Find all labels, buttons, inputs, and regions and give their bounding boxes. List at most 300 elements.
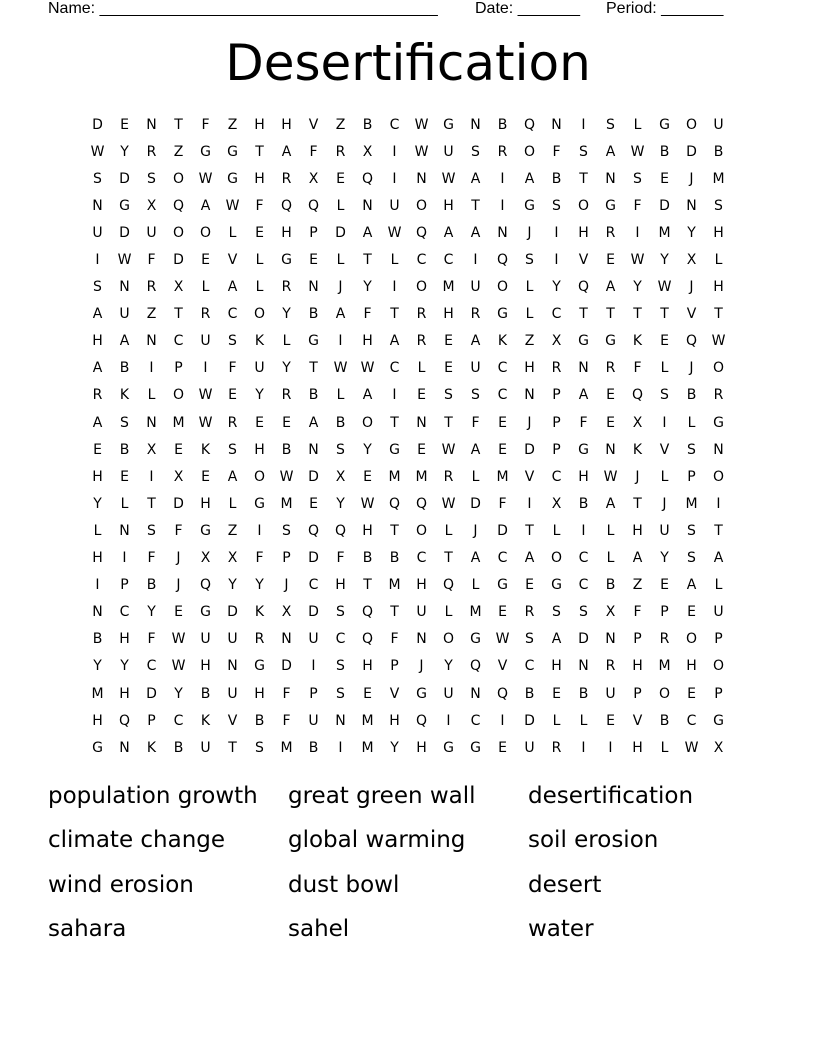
grid-letter[interactable]: P [633, 631, 642, 648]
grid-letter[interactable]: T [174, 306, 183, 323]
grid-letter[interactable]: O [577, 197, 590, 214]
grid-letter[interactable]: U [713, 604, 724, 621]
grid-letter[interactable]: N [308, 279, 319, 296]
grid-letter[interactable]: S [93, 279, 102, 296]
grid-letter[interactable]: Y [93, 658, 102, 675]
grid-letter[interactable]: A [308, 414, 319, 431]
name-field-label[interactable]: Name: ______________________________________ [48, 0, 438, 17]
grid-letter[interactable]: I [392, 170, 397, 187]
grid-letter[interactable]: I [446, 712, 451, 729]
grid-letter[interactable]: E [552, 685, 561, 702]
grid-letter[interactable]: I [149, 468, 154, 485]
grid-letter[interactable]: B [362, 550, 373, 567]
grid-letter[interactable]: A [362, 224, 373, 241]
grid-letter[interactable]: K [254, 604, 265, 621]
grid-letter[interactable]: Y [363, 441, 372, 458]
grid-letter[interactable]: S [444, 387, 453, 404]
grid-letter[interactable]: W [198, 414, 213, 431]
grid-letter[interactable]: S [687, 522, 696, 539]
grid-letter[interactable]: B [551, 170, 562, 187]
grid-letter[interactable]: L [444, 522, 453, 539]
grid-letter[interactable]: I [500, 197, 505, 214]
grid-letter[interactable]: D [578, 631, 589, 648]
grid-letter[interactable]: W [441, 441, 456, 458]
grid-letter[interactable]: B [605, 577, 616, 594]
grid-letter[interactable]: D [524, 441, 535, 458]
grid-letter[interactable]: T [390, 604, 399, 621]
grid-letter[interactable]: R [524, 604, 535, 621]
grid-letter[interactable]: S [687, 441, 696, 458]
grid-letter[interactable]: O [658, 685, 671, 702]
grid-letter[interactable]: U [200, 739, 211, 756]
grid-letter[interactable]: M [658, 658, 671, 675]
grid-letter[interactable]: Q [496, 685, 509, 702]
grid-letter[interactable]: L [660, 468, 669, 485]
grid-letter[interactable]: X [146, 197, 157, 214]
grid-letter[interactable]: H [92, 333, 103, 350]
grid-letter[interactable]: G [389, 441, 400, 458]
grid-letter[interactable]: R [146, 279, 157, 296]
grid-letter[interactable]: U [443, 685, 454, 702]
grid-letter[interactable]: X [335, 468, 346, 485]
grid-letter[interactable]: L [120, 495, 129, 512]
grid-letter[interactable]: T [228, 739, 237, 756]
grid-letter[interactable]: S [336, 685, 345, 702]
grid-letter[interactable]: O [712, 360, 725, 377]
grid-letter[interactable]: I [581, 522, 586, 539]
grid-letter[interactable]: D [227, 604, 238, 621]
grid-letter[interactable]: N [416, 631, 427, 648]
grid-letter[interactable]: G [605, 333, 616, 350]
grid-letter[interactable]: L [552, 712, 561, 729]
grid-letter[interactable]: A [119, 333, 130, 350]
grid-letter[interactable]: L [633, 116, 642, 133]
grid-letter[interactable]: W [117, 252, 132, 269]
grid-letter[interactable]: L [579, 712, 588, 729]
grid-letter[interactable]: S [282, 522, 291, 539]
grid-letter[interactable]: T [714, 306, 723, 323]
grid-letter[interactable]: F [498, 495, 507, 512]
grid-letter[interactable]: V [659, 441, 670, 458]
grid-letter[interactable]: B [578, 685, 589, 702]
grid-letter[interactable]: Q [415, 495, 428, 512]
grid-letter[interactable]: L [525, 306, 534, 323]
grid-letter[interactable]: L [471, 468, 480, 485]
grid-letter[interactable]: L [282, 333, 291, 350]
grid-letter[interactable]: C [389, 360, 400, 377]
grid-letter[interactable]: T [606, 306, 615, 323]
grid-letter[interactable]: D [659, 197, 670, 214]
grid-letter[interactable]: S [147, 170, 156, 187]
grid-letter[interactable]: E [606, 387, 615, 404]
grid-letter[interactable]: B [173, 739, 184, 756]
grid-letter[interactable]: F [633, 197, 642, 214]
grid-letter[interactable]: N [470, 685, 481, 702]
grid-letter[interactable]: L [687, 414, 696, 431]
grid-letter[interactable]: D [92, 116, 103, 133]
grid-letter[interactable]: I [392, 143, 397, 160]
grid-letter[interactable]: V [632, 712, 643, 729]
grid-letter[interactable]: C [470, 712, 481, 729]
grid-letter[interactable]: Z [632, 577, 643, 594]
grid-letter[interactable]: S [336, 441, 345, 458]
grid-letter[interactable]: U [119, 306, 130, 323]
grid-letter[interactable]: S [147, 522, 156, 539]
grid-letter[interactable]: J [689, 279, 694, 296]
grid-letter[interactable]: F [255, 197, 264, 214]
grid-letter[interactable]: N [416, 414, 427, 431]
grid-letter[interactable]: M [280, 739, 293, 756]
grid-letter[interactable]: G [281, 252, 292, 269]
grid-letter[interactable]: T [444, 414, 453, 431]
grid-letter[interactable]: Q [361, 170, 374, 187]
grid-letter[interactable]: N [605, 441, 616, 458]
grid-letter[interactable]: N [497, 224, 508, 241]
grid-letter[interactable]: S [120, 414, 129, 431]
grid-letter[interactable]: J [284, 577, 289, 594]
grid-letter[interactable]: T [390, 522, 399, 539]
grid-letter[interactable]: N [119, 522, 130, 539]
grid-letter[interactable]: B [254, 712, 265, 729]
grid-letter[interactable]: E [336, 170, 345, 187]
grid-letter[interactable]: I [500, 712, 505, 729]
grid-letter[interactable]: R [497, 143, 508, 160]
grid-letter[interactable]: M [361, 712, 374, 729]
grid-letter[interactable]: P [174, 360, 183, 377]
grid-letter[interactable]: G [308, 333, 319, 350]
grid-letter[interactable]: H [389, 712, 400, 729]
grid-letter[interactable]: N [119, 279, 130, 296]
grid-letter[interactable]: A [605, 495, 616, 512]
grid-letter[interactable]: T [633, 306, 642, 323]
grid-letter[interactable]: U [254, 360, 265, 377]
grid-letter[interactable]: E [498, 739, 507, 756]
grid-letter[interactable]: C [335, 631, 346, 648]
grid-letter[interactable]: C [308, 577, 319, 594]
grid-letter[interactable]: O [712, 468, 725, 485]
grid-letter[interactable]: M [496, 468, 509, 485]
grid-letter[interactable]: A [92, 414, 103, 431]
grid-letter[interactable]: N [713, 441, 724, 458]
grid-letter[interactable]: O [685, 116, 698, 133]
grid-letter[interactable]: D [173, 252, 184, 269]
grid-letter[interactable]: Z [227, 116, 238, 133]
grid-letter[interactable]: B [389, 550, 400, 567]
grid-letter[interactable]: N [524, 387, 535, 404]
grid-letter[interactable]: G [254, 495, 265, 512]
grid-letter[interactable]: N [686, 197, 697, 214]
grid-letter[interactable]: B [146, 577, 157, 594]
grid-letter[interactable]: N [92, 197, 103, 214]
grid-letter[interactable]: O [442, 631, 455, 648]
grid-letter[interactable]: I [581, 739, 586, 756]
grid-letter[interactable]: I [122, 550, 127, 567]
grid-letter[interactable]: V [524, 468, 535, 485]
grid-letter[interactable]: I [338, 333, 343, 350]
grid-letter[interactable]: L [336, 197, 345, 214]
grid-letter[interactable]: B [578, 495, 589, 512]
grid-letter[interactable]: W [711, 333, 726, 350]
grid-letter[interactable]: E [363, 468, 372, 485]
grid-letter[interactable]: U [416, 604, 427, 621]
grid-letter[interactable]: Q [199, 577, 212, 594]
grid-letter[interactable]: V [227, 712, 238, 729]
grid-letter[interactable]: J [635, 468, 640, 485]
grid-letter[interactable]: S [255, 739, 264, 756]
grid-letter[interactable]: L [228, 495, 237, 512]
grid-letter[interactable]: N [146, 116, 157, 133]
grid-letter[interactable]: Y [255, 577, 264, 594]
grid-letter[interactable]: K [119, 387, 130, 404]
grid-letter[interactable]: L [255, 252, 264, 269]
grid-letter[interactable]: C [173, 333, 184, 350]
grid-letter[interactable]: S [525, 631, 534, 648]
grid-letter[interactable]: W [630, 143, 645, 160]
grid-letter[interactable]: R [551, 360, 562, 377]
grid-letter[interactable]: Q [388, 495, 401, 512]
grid-letter[interactable]: N [146, 414, 157, 431]
date-field-label[interactable]: Date: _______ [475, 0, 580, 17]
grid-letter[interactable]: E [498, 414, 507, 431]
grid-letter[interactable]: Z [146, 306, 157, 323]
grid-letter[interactable]: F [390, 631, 399, 648]
grid-letter[interactable]: L [444, 604, 453, 621]
grid-letter[interactable]: L [660, 360, 669, 377]
grid-letter[interactable]: I [203, 360, 208, 377]
grid-letter[interactable]: Z [524, 333, 535, 350]
grid-letter[interactable]: G [605, 197, 616, 214]
grid-letter[interactable]: A [335, 306, 346, 323]
grid-letter[interactable]: O [172, 224, 185, 241]
grid-letter[interactable]: T [633, 495, 642, 512]
grid-letter[interactable]: B [281, 441, 292, 458]
grid-letter[interactable]: M [712, 170, 725, 187]
grid-letter[interactable]: G [470, 739, 481, 756]
grid-letter[interactable]: P [633, 685, 642, 702]
grid-letter[interactable]: Q [685, 333, 698, 350]
grid-letter[interactable]: K [146, 739, 157, 756]
grid-letter[interactable]: I [149, 360, 154, 377]
grid-letter[interactable]: T [444, 550, 453, 567]
grid-letter[interactable]: L [606, 522, 615, 539]
grid-letter[interactable]: F [282, 712, 291, 729]
grid-letter[interactable]: R [227, 414, 238, 431]
grid-letter[interactable]: H [524, 360, 535, 377]
grid-letter[interactable]: G [713, 712, 724, 729]
grid-letter[interactable]: L [336, 387, 345, 404]
grid-letter[interactable]: W [171, 658, 186, 675]
grid-letter[interactable]: A [362, 387, 373, 404]
grid-letter[interactable]: Y [552, 279, 561, 296]
grid-letter[interactable]: H [632, 739, 643, 756]
grid-letter[interactable]: E [201, 252, 210, 269]
grid-letter[interactable]: C [119, 604, 130, 621]
grid-letter[interactable]: H [578, 468, 589, 485]
grid-letter[interactable]: H [200, 495, 211, 512]
grid-letter[interactable]: D [146, 685, 157, 702]
grid-letter[interactable]: Q [280, 197, 293, 214]
grid-letter[interactable]: H [578, 224, 589, 241]
grid-letter[interactable]: H [713, 224, 724, 241]
grid-letter[interactable]: J [689, 170, 694, 187]
grid-letter[interactable]: O [172, 387, 185, 404]
grid-letter[interactable]: U [524, 739, 535, 756]
grid-letter[interactable]: H [254, 685, 265, 702]
grid-letter[interactable]: H [443, 197, 454, 214]
grid-letter[interactable]: O [523, 143, 536, 160]
grid-letter[interactable]: B [200, 685, 211, 702]
grid-letter[interactable]: C [146, 658, 157, 675]
grid-letter[interactable]: J [527, 224, 532, 241]
grid-letter[interactable]: X [173, 279, 184, 296]
grid-letter[interactable]: G [416, 685, 427, 702]
grid-letter[interactable]: O [415, 197, 428, 214]
grid-letter[interactable]: S [471, 143, 480, 160]
grid-letter[interactable]: K [200, 441, 211, 458]
grid-letter[interactable]: Q [631, 387, 644, 404]
grid-letter[interactable]: S [471, 387, 480, 404]
grid-letter[interactable]: S [552, 604, 561, 621]
grid-letter[interactable]: T [363, 577, 372, 594]
grid-letter[interactable]: N [578, 360, 589, 377]
grid-letter[interactable]: I [338, 739, 343, 756]
grid-letter[interactable]: A [470, 224, 481, 241]
grid-letter[interactable]: H [281, 116, 292, 133]
grid-letter[interactable]: H [362, 522, 373, 539]
grid-letter[interactable]: G [443, 739, 454, 756]
grid-letter[interactable]: U [605, 685, 616, 702]
grid-letter[interactable]: U [470, 360, 481, 377]
grid-letter[interactable]: W [198, 170, 213, 187]
grid-letter[interactable]: C [497, 360, 508, 377]
grid-letter[interactable]: W [603, 468, 618, 485]
grid-letter[interactable]: L [228, 224, 237, 241]
grid-letter[interactable]: D [497, 522, 508, 539]
grid-letter[interactable]: F [201, 116, 210, 133]
grid-letter[interactable]: M [172, 414, 185, 431]
grid-letter[interactable]: X [227, 550, 238, 567]
grid-letter[interactable]: A [524, 550, 535, 567]
grid-letter[interactable]: X [308, 170, 319, 187]
grid-letter[interactable]: S [228, 441, 237, 458]
grid-letter[interactable]: E [309, 495, 318, 512]
grid-letter[interactable]: N [605, 631, 616, 648]
grid-letter[interactable]: R [335, 143, 346, 160]
grid-letter[interactable]: I [554, 224, 559, 241]
grid-letter[interactable]: C [686, 712, 697, 729]
grid-letter[interactable]: C [524, 658, 535, 675]
grid-letter[interactable]: H [551, 658, 562, 675]
grid-letter[interactable]: E [417, 441, 426, 458]
grid-letter[interactable]: G [578, 441, 589, 458]
grid-letter[interactable]: R [146, 143, 157, 160]
grid-letter[interactable]: F [363, 306, 372, 323]
grid-letter[interactable]: R [470, 306, 481, 323]
grid-letter[interactable]: I [392, 387, 397, 404]
grid-letter[interactable]: E [120, 468, 129, 485]
grid-letter[interactable]: X [632, 414, 643, 431]
grid-letter[interactable]: J [473, 522, 478, 539]
grid-letter[interactable]: T [147, 495, 156, 512]
grid-letter[interactable]: X [362, 143, 373, 160]
grid-letter[interactable]: R [659, 631, 670, 648]
grid-letter[interactable]: E [255, 414, 264, 431]
grid-letter[interactable]: X [686, 252, 697, 269]
grid-letter[interactable]: Y [687, 224, 696, 241]
grid-letter[interactable]: E [498, 604, 507, 621]
grid-letter[interactable]: H [254, 441, 265, 458]
grid-letter[interactable]: S [606, 116, 615, 133]
grid-letter[interactable]: P [309, 224, 318, 241]
grid-letter[interactable]: S [579, 604, 588, 621]
grid-letter[interactable]: M [361, 739, 374, 756]
grid-letter[interactable]: A [470, 441, 481, 458]
grid-letter[interactable]: L [417, 360, 426, 377]
grid-letter[interactable]: Q [415, 712, 428, 729]
grid-letter[interactable]: S [525, 252, 534, 269]
grid-letter[interactable]: F [147, 550, 156, 567]
grid-letter[interactable]: R [605, 360, 616, 377]
grid-letter[interactable]: I [662, 414, 667, 431]
grid-letter[interactable]: D [470, 495, 481, 512]
grid-letter[interactable]: U [146, 224, 157, 241]
grid-letter[interactable]: B [524, 685, 535, 702]
grid-letter[interactable]: O [415, 279, 428, 296]
grid-letter[interactable]: W [387, 224, 402, 241]
grid-letter[interactable]: V [308, 116, 319, 133]
grid-letter[interactable]: T [471, 197, 480, 214]
grid-letter[interactable]: O [199, 224, 212, 241]
grid-letter[interactable]: G [200, 143, 211, 160]
grid-letter[interactable]: X [605, 604, 616, 621]
grid-letter[interactable]: A [524, 170, 535, 187]
grid-letter[interactable]: Y [444, 658, 453, 675]
grid-letter[interactable]: D [308, 468, 319, 485]
grid-letter[interactable]: B [362, 116, 373, 133]
grid-letter[interactable]: K [497, 333, 508, 350]
grid-letter[interactable]: L [390, 252, 399, 269]
grid-letter[interactable]: N [470, 116, 481, 133]
grid-letter[interactable]: S [336, 604, 345, 621]
grid-letter[interactable]: W [684, 739, 699, 756]
grid-letter[interactable]: D [281, 658, 292, 675]
grid-letter[interactable]: C [416, 550, 427, 567]
grid-letter[interactable]: O [550, 550, 563, 567]
grid-letter[interactable]: R [281, 387, 292, 404]
grid-letter[interactable]: W [171, 631, 186, 648]
grid-letter[interactable]: I [581, 116, 586, 133]
grid-letter[interactable]: R [200, 306, 211, 323]
grid-letter[interactable]: Q [469, 658, 482, 675]
grid-letter[interactable]: M [685, 495, 698, 512]
grid-letter[interactable]: P [714, 685, 723, 702]
grid-letter[interactable]: O [712, 658, 725, 675]
grid-letter[interactable]: W [333, 360, 348, 377]
grid-letter[interactable]: Y [660, 252, 669, 269]
grid-letter[interactable]: G [713, 414, 724, 431]
grid-letter[interactable]: N [308, 441, 319, 458]
grid-letter[interactable]: J [176, 577, 181, 594]
grid-letter[interactable]: E [660, 577, 669, 594]
grid-letter[interactable]: U [659, 522, 670, 539]
grid-letter[interactable]: G [92, 739, 103, 756]
grid-letter[interactable]: Q [172, 197, 185, 214]
grid-letter[interactable]: S [579, 143, 588, 160]
grid-letter[interactable]: G [227, 143, 238, 160]
grid-letter[interactable]: A [551, 631, 562, 648]
grid-letter[interactable]: C [551, 306, 562, 323]
grid-letter[interactable]: Q [577, 279, 590, 296]
